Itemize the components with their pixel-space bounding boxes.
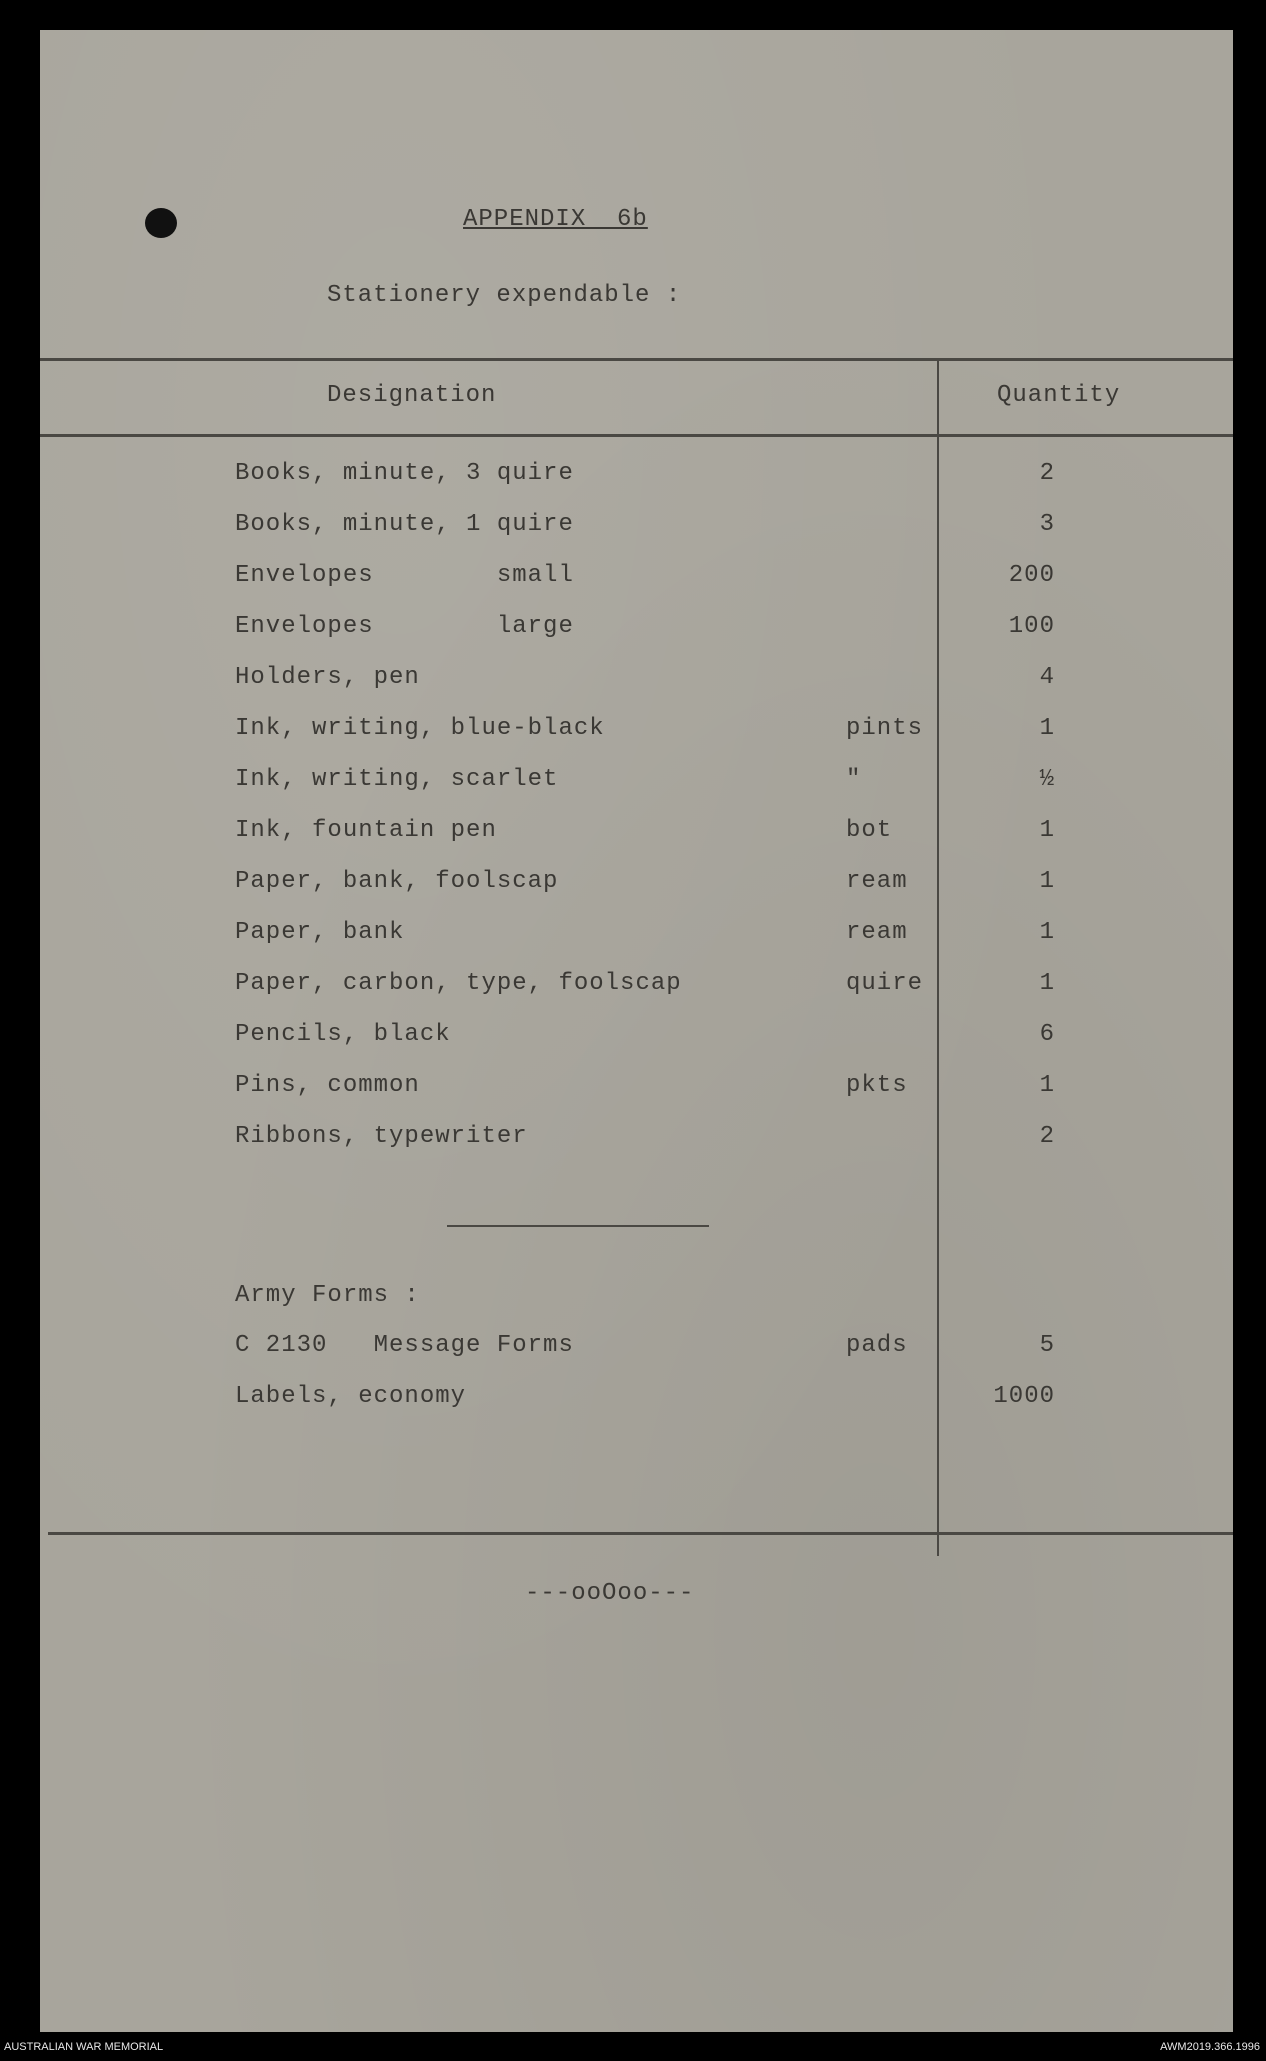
row-quantity: 5 <box>1039 1332 1055 1359</box>
row-designation: Labels, economy <box>235 1383 467 1410</box>
row-designation: Pencils, black <box>235 1021 451 1048</box>
row-designation: Books, minute, 3 quire <box>235 460 574 487</box>
row-quantity: 4 <box>1039 664 1055 691</box>
row-quantity: 1 <box>1039 715 1055 742</box>
document-page <box>40 30 1233 2032</box>
page-subtitle: Stationery expendable : <box>327 282 682 309</box>
footer-credit: AUSTRALIAN WAR MEMORIAL <box>4 2041 164 2053</box>
row-quantity: 2 <box>1039 460 1055 487</box>
army-forms-heading: Army Forms : <box>235 1282 420 1309</box>
punch-hole <box>145 208 177 238</box>
row-designation: Envelopes large <box>235 613 574 640</box>
row-unit: ream <box>846 868 908 895</box>
row-quantity: 2 <box>1039 1123 1055 1150</box>
row-unit: pads <box>846 1332 908 1359</box>
row-designation: Ink, fountain pen <box>235 817 497 844</box>
column-divider <box>937 358 939 1556</box>
end-mark: ---ooOoo--- <box>525 1580 695 1607</box>
row-designation: Ink, writing, scarlet <box>235 766 559 793</box>
row-quantity: 1 <box>1039 1072 1055 1099</box>
footer-accession-number: AWM2019.366.1996 <box>1160 2041 1260 2053</box>
row-unit: bot <box>846 817 893 844</box>
row-unit: quire <box>846 970 924 997</box>
row-quantity: ½ <box>1039 766 1055 793</box>
row-designation: Paper, carbon, type, foolscap <box>235 970 682 997</box>
row-quantity: 1 <box>1039 919 1055 946</box>
column-header-quantity: Quantity <box>997 382 1121 409</box>
row-quantity: 1000 <box>993 1383 1055 1410</box>
row-unit: pints <box>846 715 924 742</box>
row-designation: Paper, bank, foolscap <box>235 868 559 895</box>
row-unit: ream <box>846 919 908 946</box>
row-quantity: 1 <box>1039 868 1055 895</box>
page-title: APPENDIX 6b <box>463 206 648 233</box>
row-quantity: 1 <box>1039 817 1055 844</box>
row-designation: Paper, bank <box>235 919 405 946</box>
row-quantity: 100 <box>1008 613 1055 640</box>
row-designation: C 2130 Message Forms <box>235 1332 574 1359</box>
table-bottom-rule <box>48 1532 1233 1535</box>
row-designation: Envelopes small <box>235 562 574 589</box>
table-header-rule <box>40 434 1233 437</box>
row-unit: " <box>846 766 862 793</box>
section-separator <box>447 1225 709 1227</box>
column-header-designation: Designation <box>327 382 497 409</box>
row-quantity: 6 <box>1039 1021 1055 1048</box>
table-top-rule <box>40 358 1233 361</box>
row-designation: Ribbons, typewriter <box>235 1123 528 1150</box>
row-quantity: 1 <box>1039 970 1055 997</box>
row-quantity: 3 <box>1039 511 1055 538</box>
row-unit: pkts <box>846 1072 908 1099</box>
row-designation: Pins, common <box>235 1072 420 1099</box>
row-designation: Books, minute, 1 quire <box>235 511 574 538</box>
row-designation: Ink, writing, blue-black <box>235 715 605 742</box>
row-designation: Holders, pen <box>235 664 420 691</box>
row-quantity: 200 <box>1008 562 1055 589</box>
